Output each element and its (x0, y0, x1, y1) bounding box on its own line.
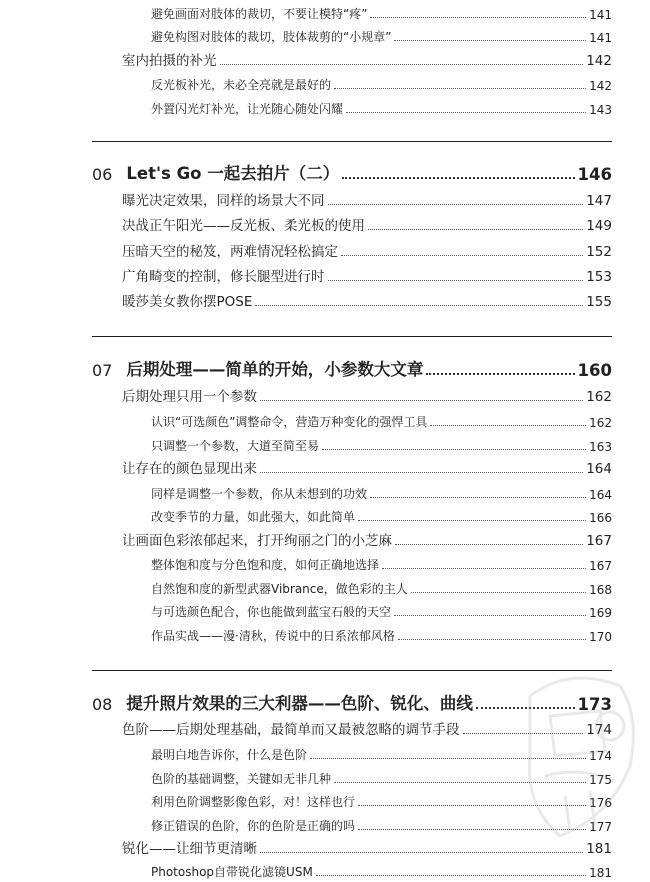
toc-section-title: 暖莎美女教你摆POSE (122, 294, 253, 310)
toc-entry-page: 175 (589, 773, 612, 787)
toc-entry-title: 外置闪光灯补光，让光随心随处闪耀 (151, 102, 344, 116)
toc-section-title: 曝光决定效果，同样的场景大不同 (122, 193, 325, 209)
toc-entry-title: 只调整一个参数，大道至简至易 (151, 439, 320, 453)
leader-dots (328, 280, 584, 281)
toc-section-page: 153 (586, 269, 612, 285)
chapter-divider (92, 141, 612, 142)
chapter-08-heading[interactable] (92, 688, 612, 714)
toc-section-page: 174 (586, 722, 612, 738)
leader-dots (328, 204, 584, 205)
chapter-number: 08 (92, 695, 113, 714)
chapter-page: 160 (577, 361, 612, 380)
toc-section[interactable] (122, 839, 612, 857)
toc-section[interactable] (122, 720, 612, 738)
leader-dots (382, 568, 586, 569)
toc-entry[interactable] (151, 816, 612, 834)
chapter-divider (92, 670, 612, 671)
toc-entry[interactable] (151, 484, 612, 502)
toc-entry-title: Photoshop自带锐化滤镜USM (151, 865, 313, 879)
chapter-divider (92, 336, 612, 337)
leader-dots (322, 449, 586, 450)
toc-section-page: 155 (586, 294, 612, 310)
toc-entry-title: 整体饱和度与分色饱和度，如何正确地选择 (151, 558, 380, 572)
leader-dots (398, 639, 586, 640)
leader-dots (260, 472, 583, 473)
chapter-06-heading[interactable] (92, 158, 612, 184)
leader-dots (255, 305, 583, 306)
toc-entry[interactable] (151, 792, 612, 810)
toc-entry[interactable] (151, 412, 612, 430)
leader-dots (394, 615, 586, 616)
toc-section[interactable] (122, 216, 612, 234)
toc-section-page: 147 (586, 193, 612, 209)
toc-section-title: 让画面色彩浓郁起来，打开绚丽之门的小芝麻 (122, 533, 392, 549)
leader-dots (316, 875, 586, 876)
leader-dots (310, 758, 586, 759)
leader-dots (341, 255, 583, 256)
leader-dots (430, 425, 586, 426)
toc-section-title: 锐化——让细节更清晰 (122, 841, 257, 857)
toc-entry-page: 170 (589, 630, 612, 644)
leader-dots (395, 544, 583, 545)
toc-entry-page: 142 (589, 79, 612, 93)
toc-entry-page: 177 (589, 820, 612, 834)
toc-entry-title: 避免画面对肢体的裁切，不要让模特“疼” (151, 7, 368, 21)
chapter-page: 173 (577, 695, 612, 714)
toc-section-title: 广角畸变的控制，修长腿型进行时 (122, 269, 325, 285)
toc-entry-title: 作品实战——漫·清秋，传说中的日系浓郁风格 (151, 629, 395, 643)
toc-entry-title: 色阶的基础调整，关键如无非几种 (151, 772, 332, 786)
chapter-page: 146 (577, 165, 612, 184)
leader-dots (411, 592, 586, 593)
leader-dots (426, 373, 574, 375)
toc-entry-title: 避免构图对肢体的裁切，肢体裁剪的“小规章” (151, 30, 392, 44)
leader-dots (260, 400, 583, 401)
chapter-07-heading[interactable] (92, 354, 612, 380)
toc-entry-page: 174 (589, 749, 612, 763)
toc-entry-page: 169 (589, 606, 612, 620)
toc-entry[interactable] (151, 99, 612, 117)
leader-dots (260, 852, 583, 853)
toc-entry-page: 164 (589, 488, 612, 502)
leader-dots (394, 40, 586, 41)
toc-entry[interactable] (151, 602, 612, 620)
toc-entry-page: 168 (589, 583, 612, 597)
chapter-number: 06 (92, 165, 113, 184)
toc-entry[interactable] (151, 555, 612, 573)
toc-entry-page: 163 (589, 440, 612, 454)
toc-section-title: 让存在的颜色显现出来 (122, 461, 257, 477)
leader-dots (368, 229, 583, 230)
toc-section[interactable] (122, 267, 612, 285)
leader-dots (358, 520, 586, 521)
leader-dots (358, 829, 586, 830)
toc-entry[interactable] (151, 507, 612, 525)
toc-entry-title: 改变季节的力量，如此强大，如此简单 (151, 510, 356, 524)
toc-entry[interactable] (151, 626, 612, 644)
toc-section[interactable] (122, 531, 612, 549)
toc-entry-page: 143 (589, 103, 612, 117)
leader-dots (370, 497, 586, 498)
toc-entry-title: 最明白地告诉你，什么是色阶 (151, 748, 308, 762)
toc-section-title: 色阶——后期处理基础，最简单而又最被忽略的调节手段 (122, 722, 460, 738)
toc-entry-page: 141 (589, 31, 612, 45)
chapter-title: Let's Go 一起去拍片（二） (126, 164, 340, 183)
toc-section-page: 181 (586, 841, 612, 857)
toc-entry-title: 与可选颜色配合，你也能做到蓝宝石般的天空 (151, 605, 392, 619)
toc-entry-page: 167 (589, 559, 612, 573)
toc-entry-page: 181 (589, 866, 612, 880)
toc-section-title: 决战正午阳光——反光板、柔光板的使用 (122, 218, 365, 234)
toc-section[interactable] (122, 387, 612, 405)
toc-entry[interactable] (151, 769, 612, 787)
toc-entry[interactable] (151, 745, 612, 763)
toc-section[interactable] (122, 242, 612, 260)
toc-section-page: 164 (586, 461, 612, 477)
toc-section[interactable] (122, 51, 612, 69)
toc-section[interactable] (122, 459, 612, 477)
toc-entry-page: 162 (589, 416, 612, 430)
leader-dots (334, 782, 586, 783)
chapter-number: 07 (92, 361, 113, 380)
toc-section[interactable] (122, 292, 612, 310)
toc-section-page: 149 (586, 218, 612, 234)
toc-entry[interactable] (151, 27, 612, 45)
toc-entry-title: 自然饱和度的新型武器Vibrance，做色彩的主人 (151, 582, 408, 596)
toc-section-title: 后期处理只用一个参数 (122, 389, 257, 405)
toc-section-page: 152 (586, 244, 612, 260)
leader-dots (358, 805, 586, 806)
leader-dots (463, 733, 584, 734)
leader-dots (370, 17, 586, 18)
toc-entry[interactable] (151, 436, 612, 454)
leader-dots (346, 112, 586, 113)
toc-entry-page: 176 (589, 796, 612, 810)
leader-dots (220, 64, 584, 65)
toc-entry-title: 利用色阶调整影像色彩，对！这样也行 (151, 795, 356, 809)
chapter-title: 提升照片效果的三大利器——色阶、锐化、曲线 (126, 694, 473, 713)
toc-section-title: 室内拍摄的补光 (122, 53, 217, 69)
toc-entry-title: 认识“可选颜色”调整命令，营造万种变化的强悍工具 (151, 415, 428, 429)
toc-entry[interactable] (151, 862, 612, 880)
chapter-title: 后期处理——简单的开始，小参数大文章 (126, 360, 424, 379)
toc-entry-title: 同样是调整一个参数，你从未想到的功效 (151, 487, 368, 501)
leader-dots (342, 177, 574, 179)
toc-section-page: 162 (586, 389, 612, 405)
toc-section-page: 142 (586, 53, 612, 69)
toc-entry-title: 修正错误的色阶，你的色阶是正确的吗 (151, 819, 356, 833)
toc-entry[interactable] (151, 579, 612, 597)
toc-entry-title: 反光板补光，未必全亮就是最好的 (151, 78, 332, 92)
toc-entry-page: 141 (589, 8, 612, 22)
toc-entry[interactable] (151, 4, 612, 22)
toc-entry-page: 166 (589, 511, 612, 525)
toc-entry[interactable] (151, 75, 612, 93)
toc-section-title: 压暗天空的秘笈，两难情况轻松搞定 (122, 244, 338, 260)
toc-section-page: 167 (586, 533, 612, 549)
leader-dots (476, 707, 575, 709)
toc-section[interactable] (122, 191, 612, 209)
leader-dots (334, 88, 586, 89)
